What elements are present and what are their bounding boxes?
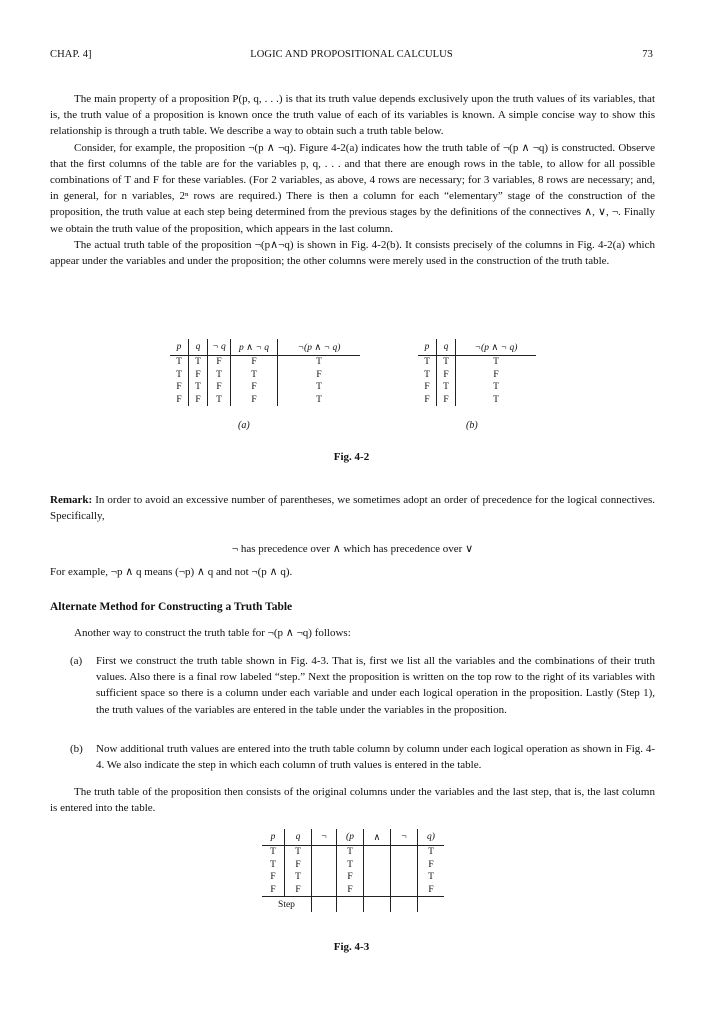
column-header: q: [189, 339, 208, 356]
column-header: ¬: [312, 829, 337, 846]
table-cell: [312, 871, 337, 884]
column-header: ¬: [391, 829, 418, 846]
table-cell: [364, 884, 391, 897]
column-header: p: [262, 829, 285, 846]
table-cell: T: [189, 356, 208, 369]
table-cell: F: [278, 369, 361, 382]
table-row: [262, 859, 444, 872]
table-header-row: [262, 829, 444, 846]
step-label: Step: [262, 897, 312, 913]
running-title: LOGIC AND PROPOSITIONAL CALCULUS: [250, 49, 453, 60]
column-header: ¬ q: [208, 339, 231, 356]
table-cell: [312, 884, 337, 897]
table-cell: F: [418, 884, 445, 897]
remark: [50, 492, 655, 524]
table-row: [418, 381, 536, 394]
table-cell: F: [424, 382, 430, 393]
list-item-label: (a): [70, 655, 83, 667]
table-row: [418, 394, 536, 407]
table-cell: [312, 897, 337, 913]
table-cell: [418, 897, 445, 913]
table-cell: F: [456, 369, 537, 382]
closing-text: The truth table of the proposition then consists of the original columns under the variables and the last step, that is, the last column is entered into the table.: [50, 786, 655, 815]
table-cell: T: [231, 369, 278, 382]
table-row: [418, 369, 536, 382]
table-cell: F: [270, 872, 276, 883]
figure-caption-4-3: Fig. 4-3: [333, 941, 370, 953]
column-header: p: [418, 339, 437, 356]
table-cell: T: [278, 356, 361, 369]
table-cell: F: [424, 394, 430, 405]
table-cell: T: [208, 394, 231, 407]
column-header: (p: [337, 829, 364, 846]
figure-caption-4-2: Fig. 4-2: [333, 451, 370, 463]
table-cell: T: [285, 871, 312, 884]
table-cell: F: [176, 382, 182, 393]
table-cell: T: [424, 357, 430, 368]
table-cell: T: [418, 846, 445, 859]
table-cell: F: [437, 369, 456, 382]
remark-text: In order to avoid an excessive number of parentheses, we sometimes adopt an order of precedence for the logical connectives. Specifically,: [50, 494, 656, 523]
table-row: [418, 356, 536, 369]
table-cell: T: [278, 394, 361, 407]
list-item: [50, 653, 655, 718]
remark-label: Remark:: [50, 494, 93, 506]
table-cell: F: [337, 871, 364, 884]
table-row: [262, 884, 444, 897]
paragraph: The actual truth table of the proposition ¬(p∧¬q) is shown in Fig. 4-2(b). It consists precisely of the columns in Fig. 4-2(a) which appear under the variables and under the proposition; the other columns were merely used in the construction of the truth table.: [50, 238, 655, 268]
table-cell: [364, 897, 391, 913]
table-cell: T: [270, 847, 276, 858]
table-cell: F: [208, 381, 231, 394]
chapter-label: CHAP. 4]: [50, 49, 92, 60]
paragraph: Consider, for example, the proposition ¬(p ∧ ¬q). Figure 4-2(a) indicates how the truth table of ¬(p ∧ ¬q) is constructed. Observe that the first columns of the table are for the variables p, q, . . . and that there are enough rows in the table, to allow for all possible combinations of T and F for these variables. (For 2 variables, as above, 4 rows are necessary; for 3 variables, 8 rows are necessary; and, in general, for n variables, 2ⁿ rows are required.) There is then a column for each “elementary” stage of the construction of the proposition, the truth value at each step being determined from the previous stages by the definitions of the connectives ∧, ∨, ¬. Finally we obtain the truth value of the proposition, which appears in the last column.: [50, 141, 655, 235]
truth-table-fig-4-3: [262, 829, 444, 912]
table-cell: [391, 859, 418, 872]
table-row: [170, 369, 360, 382]
truth-table-a: [170, 339, 360, 406]
table-cell: [391, 871, 418, 884]
table-cell: T: [285, 846, 312, 859]
section-heading: Alternate Method for Constructing a Truth Table: [50, 601, 293, 613]
table-cell: F: [231, 394, 278, 407]
table-cell: [312, 846, 337, 859]
table-cell: [391, 846, 418, 859]
table-cell: F: [418, 859, 445, 872]
list-item-text: First we construct the truth table shown in Fig. 4-3. That is, first we list all the variables and the combinations of their truth values. Also there is a final row labeled “step.” Next the proposition is written on the top row to the right of its variables with sufficient space so there is a column under each variable and under each logical operation in the proposition. Lastly (Step 1), the truth values of the variables are entered in the table under the variables in the proposition.: [96, 655, 655, 716]
table-cell: T: [424, 369, 430, 380]
truth-table-b: [418, 339, 536, 406]
table-cell: [391, 884, 418, 897]
table-cell: T: [176, 369, 182, 380]
column-header: q: [437, 339, 456, 356]
table-cell: T: [456, 381, 537, 394]
intro-text: [50, 91, 655, 269]
table-cell: T: [337, 859, 364, 872]
column-header: ¬(p ∧ ¬ q): [278, 339, 361, 356]
table-row: [262, 871, 444, 884]
list-item: [50, 741, 655, 773]
table-cell: T: [337, 846, 364, 859]
table-cell: T: [456, 394, 537, 407]
table-cell: [391, 897, 418, 913]
table-cell: F: [337, 884, 364, 897]
table-row: [170, 356, 360, 369]
list-item-label: (b): [70, 743, 83, 755]
precedence-line: ¬ has precedence over ∧ which has precedence over ∨: [231, 543, 474, 555]
paragraph: The main property of a proposition P(p, q, . . .) is that its truth value depends exclusively upon the truth values of its variables, that is, the truth value of a proposition is known once the truth value of each of its variables is known. A simple concise way to show this relationship is through a truth table. We describe a way to obtain such a truth table below.: [50, 93, 655, 138]
precedence-example: For example, ¬p ∧ q means (¬p) ∧ q and not ¬(p ∧ q).: [50, 566, 293, 578]
table-cell: F: [189, 369, 208, 382]
table-header-row: [418, 339, 536, 356]
column-header: q): [418, 829, 445, 846]
column-header: ∧: [364, 829, 391, 846]
table-cell: T: [189, 381, 208, 394]
table-cell: T: [456, 356, 537, 369]
table-cell: F: [437, 394, 456, 407]
column-header: ¬(p ∧ ¬ q): [456, 339, 537, 356]
table-header-row: [170, 339, 360, 356]
subfigure-label-b: (b): [466, 420, 478, 431]
section-intro: Another way to construct the truth table for ¬(p ∧ ¬q) follows:: [74, 627, 351, 639]
table-cell: T: [437, 381, 456, 394]
step-row: [262, 897, 444, 913]
table-row: [170, 394, 360, 407]
table-cell: T: [278, 381, 361, 394]
subfigure-label-a: (a): [238, 420, 250, 431]
table-cell: F: [231, 356, 278, 369]
table-row: [170, 381, 360, 394]
column-header: p ∧ ¬ q: [231, 339, 278, 356]
table-cell: [364, 846, 391, 859]
column-header: p: [170, 339, 189, 356]
table-cell: F: [285, 859, 312, 872]
table-cell: T: [418, 871, 445, 884]
table-cell: F: [208, 356, 231, 369]
table-cell: T: [208, 369, 231, 382]
table-cell: [337, 897, 364, 913]
table-cell: T: [176, 357, 182, 368]
table-cell: [364, 871, 391, 884]
table-cell: F: [285, 884, 312, 897]
table-row: [262, 846, 444, 859]
list-item-text: Now additional truth values are entered into the truth table column by column under each logical operation as shown in Fig. 4-4. We also indicate the step in which each column of truth values is entered in the table.: [96, 743, 655, 772]
table-cell: T: [270, 859, 276, 870]
table-cell: F: [189, 394, 208, 407]
table-cell: T: [437, 356, 456, 369]
column-header: q: [285, 829, 312, 846]
table-cell: [364, 859, 391, 872]
table-cell: [312, 859, 337, 872]
table-cell: F: [270, 884, 276, 895]
table-cell: F: [176, 394, 182, 405]
table-cell: F: [231, 381, 278, 394]
page-number: 73: [642, 49, 653, 60]
